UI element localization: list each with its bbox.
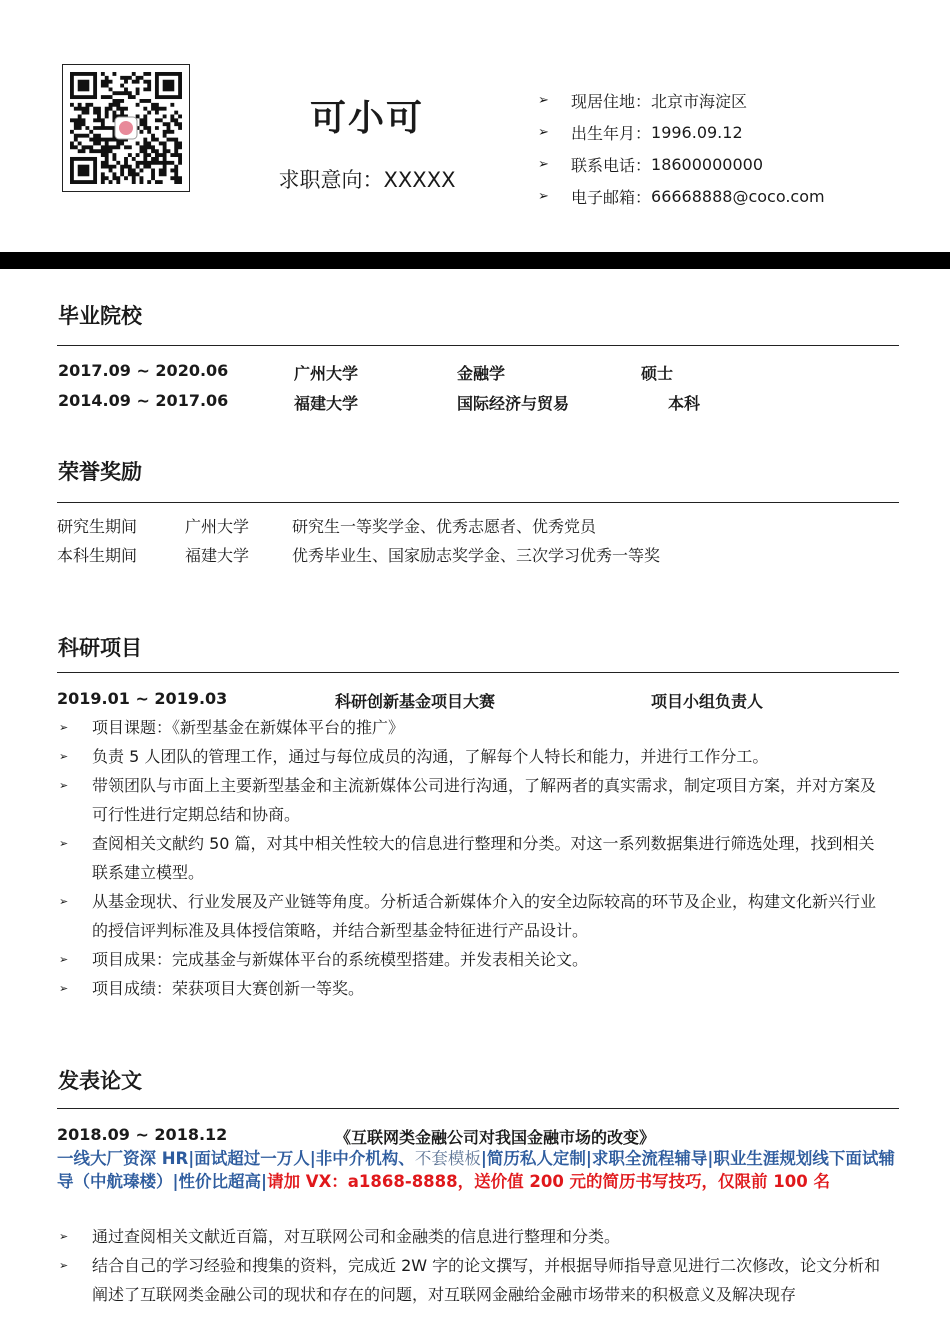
edu-school: 福建大学: [294, 394, 359, 413]
qr-finder: [70, 157, 97, 184]
arrow-bullet-icon: ➢: [59, 1259, 69, 1272]
promo-part: 不套模板: [414, 1149, 481, 1168]
honor-awards: 研究生一等奖学金、优秀志愿者、优秀党员: [292, 517, 597, 536]
section-divider: [57, 345, 899, 346]
list-item: ➢ 查阅相关文献约 50 篇，对其中相关性较大的信息进行整理和分类。对这一系列数据集进行筛选处理，找到相关联系建立模型。: [57, 829, 887, 887]
contact-item-address: [538, 84, 825, 116]
arrow-bullet-icon: ➢: [59, 721, 69, 734]
qr-code-icon: [62, 64, 190, 192]
contact-value: 66668888@coco.com: [651, 186, 825, 206]
qr-finder: [155, 72, 182, 99]
contact-item-phone: [538, 148, 825, 180]
contact-label: 联系电话：: [571, 155, 652, 175]
edu-period: 2017.09 ~ 2020.06: [58, 361, 229, 380]
contact-item-birth: [538, 116, 825, 148]
section-title-papers: 发表论文: [58, 1069, 142, 1093]
promo-part: 一线大厂资深 HR|面试超过一万人|非中介机构、: [57, 1149, 415, 1168]
job-intent-label: 求职意向：: [278, 168, 384, 192]
paper-title: 《互联网类金融公司对我国金融市场的改变》: [335, 1128, 656, 1147]
list-item: ➢ 从基金现状、行业发展及产业链等角度。分析适合新媒体介入的安全边际较高的环节及企业，构建文化新兴行业的授信评判标准及具体授信策略，并结合新型基金特征进行产品设计。: [57, 887, 887, 945]
list-item: ➢ 带领团队与市面上主要新型基金和主流新媒体公司进行沟通，了解两者的真实需求，制定项目方案，并对方案及可行性进行定期总结和协商。: [57, 771, 887, 829]
promo-part: 请加 VX：a1868-8888，送价值 200 元的简历书写技巧，仅限前 100 名: [267, 1172, 830, 1191]
contact-label: 出生年月：: [571, 123, 652, 143]
honor-period: 研究生期间: [57, 517, 138, 536]
arrow-bullet-icon: ➢: [59, 953, 69, 966]
arrow-bullet-icon: ➢: [59, 982, 69, 995]
qr-logo-icon: [119, 121, 133, 135]
list-item: ➢ 结合自己的学习经验和搜集的资料，完成近 2W 字的论文撰写，并根据导师指导意见进行二次修改，论文分析和阐述了互联网类金融公司的现状和存在的问题，对互联网金融给金融市场带来的积极意义及解决现存: [57, 1251, 887, 1309]
promo-part: |简历私人定制|求职全流程辅导|职业生涯规划线下面试辅导（中航瑧楼）|性价比超高|: [57, 1149, 895, 1191]
arrow-bullet-icon: ➢: [59, 895, 69, 908]
contact-value: 18600000000: [651, 154, 763, 174]
edu-period: 2014.09 ~ 2017.06: [58, 391, 229, 410]
list-item: ➢ 项目成果：完成基金与新媒体平台的系统模型搭建。并发表相关论文。: [57, 945, 887, 974]
edu-degree: 本科: [668, 394, 701, 413]
list-item: ➢ 项目课题：《新型基金在新媒体平台的推广》: [57, 713, 887, 742]
contact-label: 现居住地：: [571, 91, 652, 111]
arrow-bullet-icon: ➢: [59, 750, 69, 763]
contact-list: [538, 84, 825, 212]
honor-awards: 优秀毕业生、国家励志奖学金、三次学习优秀一等奖: [292, 546, 661, 565]
arrow-bullet-icon: ➢: [538, 188, 549, 204]
honor-school: 福建大学: [185, 546, 250, 565]
honor-period: 本科生期间: [57, 546, 138, 565]
promo-text: [57, 1147, 897, 1193]
arrow-bullet-icon: ➢: [538, 124, 549, 140]
paper-period: 2018.09 ~ 2018.12: [57, 1125, 228, 1144]
header-divider-bar: [0, 252, 950, 269]
contact-item-email: [538, 180, 825, 212]
list-item: ➢ 项目成绩：荣获项目大赛创新一等奖。: [57, 974, 887, 1003]
arrow-bullet-icon: ➢: [59, 837, 69, 850]
list-item: ➢ 负责 5 人团队的管理工作，通过与每位成员的沟通，了解每个人特长和能力，并进行工作分工。: [57, 742, 887, 771]
job-intent-value: XXXXX: [383, 168, 456, 192]
paper-bullets: [57, 1222, 887, 1309]
arrow-bullet-icon: ➢: [59, 1230, 69, 1243]
qr-finder: [70, 72, 97, 99]
job-intent: [262, 164, 472, 194]
research-role: 项目小组负责人: [651, 692, 764, 711]
list-item: ➢ 通过查阅相关文献近百篇，对互联网公司和金融类的信息进行整理和分类。: [57, 1222, 887, 1251]
edu-degree: 硕士: [641, 364, 674, 383]
honor-school: 广州大学: [185, 517, 250, 536]
research-project: 科研创新基金项目大赛: [335, 692, 496, 711]
paper-bullets-clip: [0, 1222, 950, 1304]
section-divider: [57, 672, 899, 673]
edu-major: 国际经济与贸易: [457, 394, 570, 413]
section-title-research: 科研项目: [58, 636, 142, 660]
arrow-bullet-icon: ➢: [59, 779, 69, 792]
arrow-bullet-icon: ➢: [538, 92, 549, 108]
research-period: 2019.01 ~ 2019.03: [57, 689, 228, 708]
contact-value: 北京市海淀区: [651, 91, 748, 111]
section-divider: [57, 1108, 899, 1109]
edu-school: 广州大学: [294, 364, 359, 383]
contact-value: 1996.09.12: [651, 122, 743, 142]
arrow-bullet-icon: ➢: [538, 156, 549, 172]
edu-major: 金融学: [457, 364, 506, 383]
section-divider: [57, 502, 899, 503]
candidate-name: 可小可: [309, 98, 424, 139]
research-bullets: [57, 713, 887, 1003]
section-title-honors: 荣誉奖励: [58, 460, 142, 484]
contact-label: 电子邮箱：: [571, 187, 652, 207]
section-title-education: 毕业院校: [58, 304, 142, 328]
